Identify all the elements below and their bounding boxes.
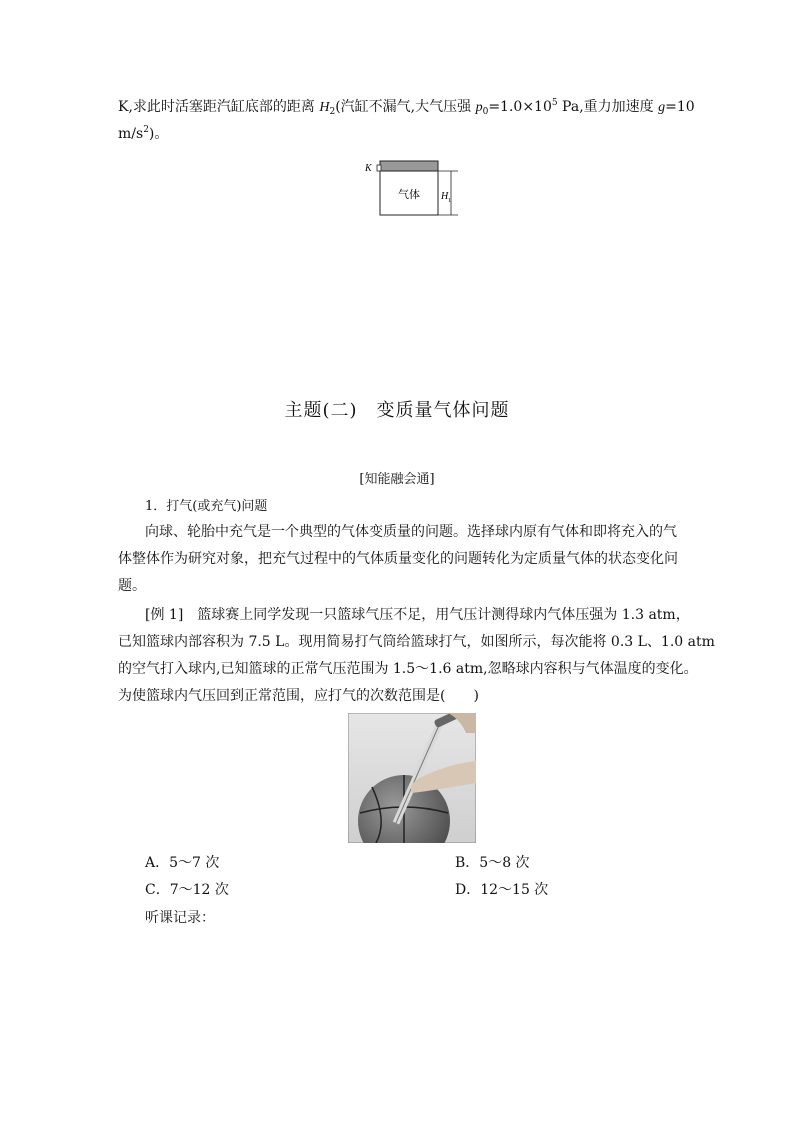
symbol-p: p [475,100,483,115]
piston [380,161,438,171]
example-line: [例 1] 篮球赛上同学发现一只篮球气压不足，用气压计测得球内气体压强为 1.3 atm， [145,607,690,623]
label-h1: H [441,191,449,202]
symbol-h: H [319,100,330,115]
intro-text: )。 [148,126,169,142]
cylinder-diagram [360,155,470,220]
section-label: [知能融会通] [359,472,435,487]
topic-title: 主题(二) 变质量气体问题 [284,400,510,421]
subheading: 1．打气(或充气)问题 [145,499,268,514]
paragraph-line: 体整体作为研究对象，把充气过程中的气体质量变化的问题转化为定质量气体的状态变化问 [118,551,678,567]
intro-text: Pa,重力加速度 [557,99,659,115]
symbol-p-subscript: 0 [482,107,489,117]
example-line: 的空气打入球内,已知篮球的正常气压范围为 1.5～1.6 atm,忽略球内容积与气体温度的变化。 [118,661,698,677]
option-b: B．5～8 次 [455,855,530,871]
intro-text: =1.0×10 [488,99,552,115]
exponent: 5 [551,98,558,108]
paragraph-line: 题。 [118,578,146,594]
intro-text: (汽缸不漏气,大气压强 [335,99,476,115]
exponent: 2 [143,125,149,135]
symbol-h-subscript: 2 [329,107,336,117]
intro-text: m/s [118,126,144,142]
notes-label: 听课记录： [145,910,215,926]
intro-text: K,求此时活塞距汽缸底部的距离 [118,99,320,115]
example-line: 为使篮球内气压回到正常范围，应打气的次数范围是( ) [118,688,479,704]
basketball-pump-photo [348,713,476,843]
option-d: D．12～15 次 [455,882,549,898]
intro-line-1 [118,97,695,118]
label-h1-subscript: 1 [448,198,451,204]
option-c: C．7～12 次 [145,882,229,898]
symbol-g: g [658,100,666,115]
intro-text: =10 [665,99,695,115]
paragraph-line: 向球、轮胎中充气是一个典型的气体变质量的问题。选择球内原有气体和即将充入的气 [145,524,677,540]
valve-k [377,165,381,171]
label-gas: 气体 [398,188,420,201]
label-k: K [365,163,372,174]
example-line: 已知篮球内部容积为 7.5 L。现用简易打气筒给篮球打气，如图所示，每次能将 0.3 L、1.0 atm [118,634,715,650]
option-a: A．5～7 次 [145,855,220,871]
intro-line-2 [118,124,168,144]
